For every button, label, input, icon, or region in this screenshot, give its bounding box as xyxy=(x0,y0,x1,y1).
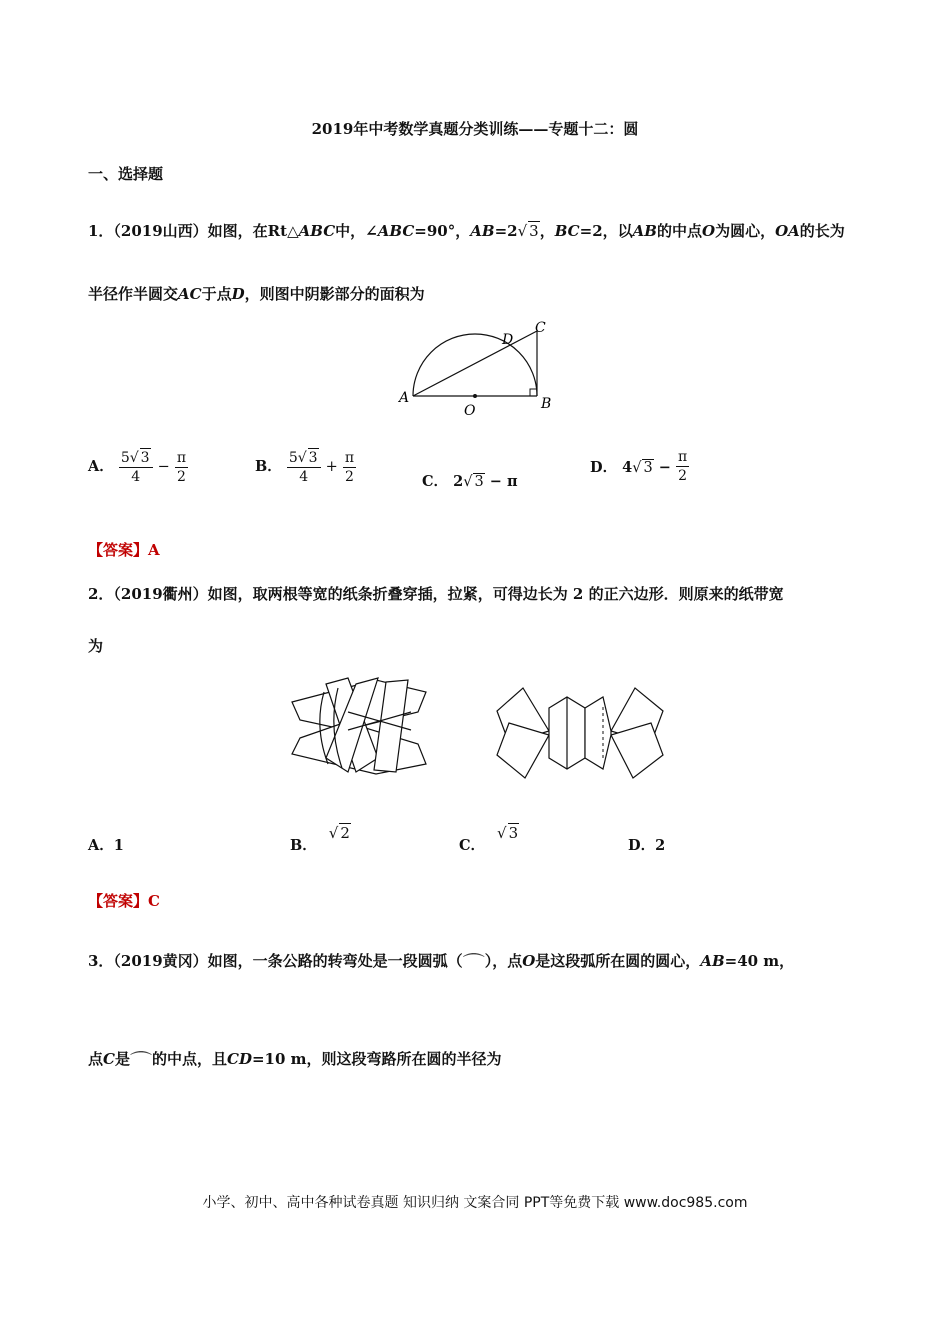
q2-line1: 2．（2019衢州）如图，取两根等宽的纸条折叠穿插，拉紧，可得边长为 2 的正六边形．则原来的纸带宽 xyxy=(88,585,784,603)
q3-line1: 3．（2019黄冈）如图，一条公路的转弯处是一段圆弧（⌒），点O是这段弧所在圆的圆心，AB=40 m， xyxy=(88,948,794,979)
q2-option-a: A．1 xyxy=(88,837,124,854)
q1-figure xyxy=(395,316,565,416)
q3-line2: 点C是⌒的中点，且CD=10 m，则这段弯路所在圆的半径为 xyxy=(88,1046,502,1077)
label-b: B xyxy=(541,396,552,412)
q1-option-c: C． 2√ 3 − π xyxy=(422,473,518,490)
q2-option-d: D．2 xyxy=(628,837,666,854)
page-title: 2019年中考数学真题分类训练——专题十二：圆 xyxy=(311,120,639,138)
q2-answer: 【答案】C xyxy=(88,892,160,910)
label-d: D xyxy=(502,332,514,348)
label-o: O xyxy=(464,403,476,416)
q1-answer: 【答案】A xyxy=(88,541,160,559)
q1-option-b: B． $\frac{5√ 3}{4}$ + $\frac{\pi}{2}$ xyxy=(255,449,355,485)
q2-line2: 为 xyxy=(88,637,104,655)
q2-figure-right xyxy=(495,683,665,783)
q1-option-a: A． $\frac{5√ 3}{4}$ − $\frac{\pi}{2}$ xyxy=(88,449,187,485)
q2-option-b: B．√ 2 xyxy=(290,824,350,854)
right-angle-mark xyxy=(530,389,537,396)
q1-option-d: D． 4√ 3 − $\frac{\pi}{2}$ xyxy=(590,449,688,484)
q2-option-c: C．√ 3 xyxy=(459,824,519,854)
label-c: C xyxy=(535,320,546,336)
center-dot xyxy=(473,394,477,398)
q1-line2: 半径作半圆交AC于点D，则图中阴影部分的面积为 xyxy=(88,285,425,303)
page-footer: 小学、初中、高中各种试卷真题 知识归纳 文案合同 PPT等免费下载 www.doc985.com xyxy=(202,1195,748,1211)
arc-ab-symbol-2: ⌒ xyxy=(129,1051,152,1076)
q1-line1: 1．（2019山西）如图，在Rt△ABC中，∠ABC=90°，AB=2√ 3，BC=2，以AB的中点O为圆心，OA的长为 xyxy=(88,222,845,240)
segment-ac xyxy=(413,331,537,396)
q2-figure-left xyxy=(286,672,446,782)
label-a: A xyxy=(399,390,410,406)
arc-ab-symbol: ⌒ xyxy=(462,953,485,978)
section-heading: 一、选择题 xyxy=(88,165,164,183)
